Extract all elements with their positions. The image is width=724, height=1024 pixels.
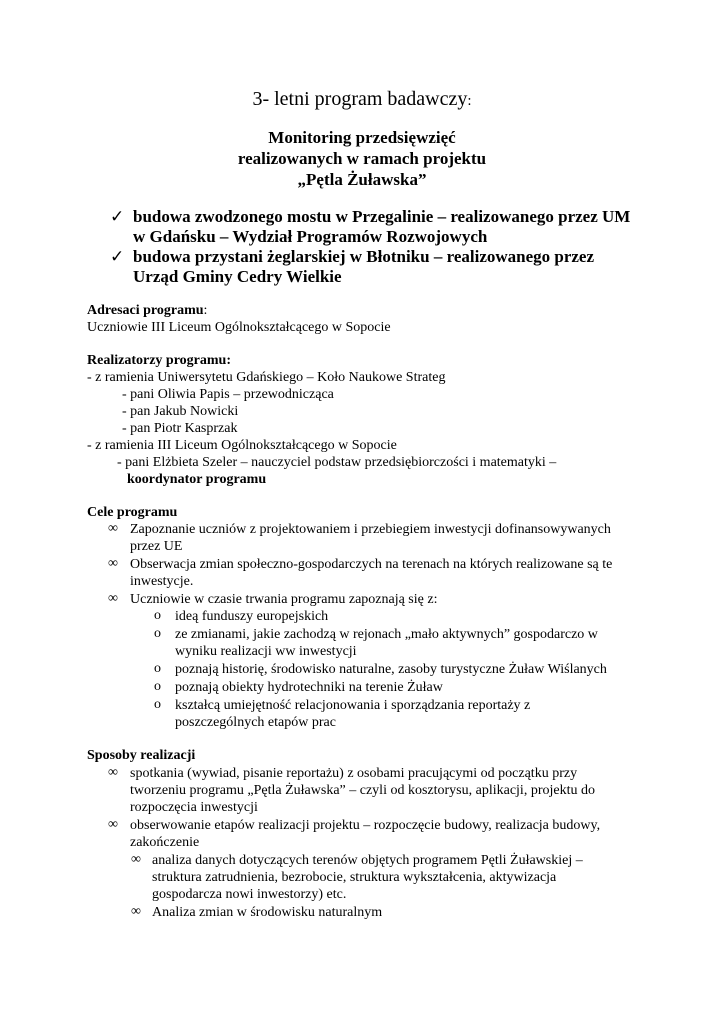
sposoby-subitem-1-line-3: gospodarcza nowi inwestorzy) etc. <box>152 887 347 902</box>
adresaci-heading: Adresaci programu: <box>87 303 208 318</box>
realizatorzy-coordinator: koordynator programu <box>127 472 267 487</box>
cele-item-2-line-1: Obserwacja zmian społeczno-gospodarczych na terenach na których realizowane są te <box>130 557 613 572</box>
cele-subitem-2-line-1: ze zmianami, jakie zachodzą w rejonach „mało aktywnych” gospodarczo w <box>175 627 598 642</box>
realizatorzy-heading: Realizatorzy programu: <box>87 353 231 368</box>
sposoby-subitem-2: Analiza zmian w środowisku naturalnym <box>152 905 383 920</box>
sposoby-subitem-1-line-2: struktura zatrudnienia, bezrobocie, struktura wykształcenia, aktywizacja <box>152 870 557 885</box>
sposoby-item-1-line-3: rozpoczęcia inwestycji <box>130 800 258 815</box>
realizatorzy-line-1: - z ramienia Uniwersytetu Gdańskiego – Koło Naukowe Strateg <box>87 370 446 385</box>
realizatorzy-person: - pan Jakub Nowicki <box>122 404 239 419</box>
realizatorzy-person: - pan Piotr Kasprzak <box>122 421 238 436</box>
cele-subitem-4: poznają obiekty hydrotechniki na terenie Żuław <box>175 680 443 695</box>
sposoby-subitem-1-line-1: analiza danych dotyczących terenów objętych programem Pętli Żuławskiej – <box>152 853 583 868</box>
circle-bullet-icon: o <box>154 661 161 676</box>
cele-item-3-line-1: Uczniowie w czasie trwania programu zapoznają się z: <box>130 592 438 607</box>
document-title <box>0 88 724 111</box>
title-colon: : <box>467 93 472 109</box>
circle-bullet-icon: o <box>154 679 161 694</box>
cele-heading: Cele programu <box>87 505 178 520</box>
checkmark-icon: ✓ <box>110 207 125 226</box>
sposoby-item-2-line-2: zakończenie <box>130 835 200 850</box>
cele-subitem-1: ideą funduszy europejskich <box>175 609 329 624</box>
project-2-line-2: Urząd Gminy Cedry Wielkie <box>133 267 342 286</box>
infinity-bullet-icon: ∞ <box>108 765 118 780</box>
subtitle-line-3: „Pętla Żuławska” <box>297 170 427 189</box>
sposoby-item-1-line-1: spotkania (wywiad, pisanie reportażu) z osobami pracującymi od początku przy <box>130 766 578 781</box>
cele-subitem-5-line-1: kształcą umiejętność relacjonowania i sporządzania reportaży z <box>175 698 531 713</box>
cele-subitem-5-line-2: poszczególnych etapów prac <box>175 715 336 730</box>
sposoby-item-1-line-2: tworzeniu programu „Pętla Żuławska” – czyli od kosztorysu, aplikacji, projektu do <box>130 783 595 798</box>
circle-bullet-icon: o <box>154 608 161 623</box>
infinity-bullet-icon: ∞ <box>108 591 118 606</box>
cele-subitem-2-line-2: wyniku realizacji ww inwestycji <box>175 644 357 659</box>
project-1-line-1: budowa zwodzonego mostu w Przegalinie – realizowanego przez UM <box>133 207 631 226</box>
infinity-bullet-icon: ∞ <box>131 852 141 867</box>
project-2-line-1: budowa przystani żeglarskiej w Błotniku – realizowanego przez <box>133 247 595 266</box>
infinity-bullet-icon: ∞ <box>131 904 141 919</box>
realizatorzy-person: - pani Oliwia Papis – przewodnicząca <box>122 387 334 402</box>
project-1-line-2: w Gdańsku – Wydział Programów Rozwojowych <box>133 227 488 246</box>
cele-item-1-line-2: przez UE <box>130 539 183 554</box>
checkmark-icon: ✓ <box>110 247 125 266</box>
realizatorzy-teacher: - pani Elżbieta Szeler – nauczyciel podstaw przedsiębiorczości i matematyki – <box>117 455 557 470</box>
subtitle-line-1: Monitoring przedsięwzięć <box>268 128 456 147</box>
infinity-bullet-icon: ∞ <box>108 817 118 832</box>
subtitle-line-2: realizowanych w ramach projektu <box>237 149 487 168</box>
sposoby-item-2-line-1: obserwowanie etapów realizacji projektu – rozpoczęcie budowy, realizacja budowy, <box>130 818 601 833</box>
circle-bullet-icon: o <box>154 626 161 641</box>
title-text: 3- letni program badawczy <box>252 88 468 110</box>
circle-bullet-icon: o <box>154 697 161 712</box>
adresaci-text: Uczniowie III Liceum Ogólnokształcącego w Sopocie <box>87 320 391 335</box>
infinity-bullet-icon: ∞ <box>108 521 118 536</box>
realizatorzy-line-2: - z ramienia III Liceum Ogólnokształcącego w Sopocie <box>87 438 397 453</box>
sposoby-heading: Sposoby realizacji <box>87 748 196 763</box>
cele-item-2-line-2: inwestycje. <box>130 574 194 589</box>
cele-item-1-line-1: Zapoznanie uczniów z projektowaniem i przebiegiem inwestycji dofinansowywanych <box>130 522 611 537</box>
infinity-bullet-icon: ∞ <box>108 556 118 571</box>
cele-subitem-3: poznają historię, środowisko naturalne, zasoby turystyczne Żuław Wiślanych <box>175 662 607 677</box>
